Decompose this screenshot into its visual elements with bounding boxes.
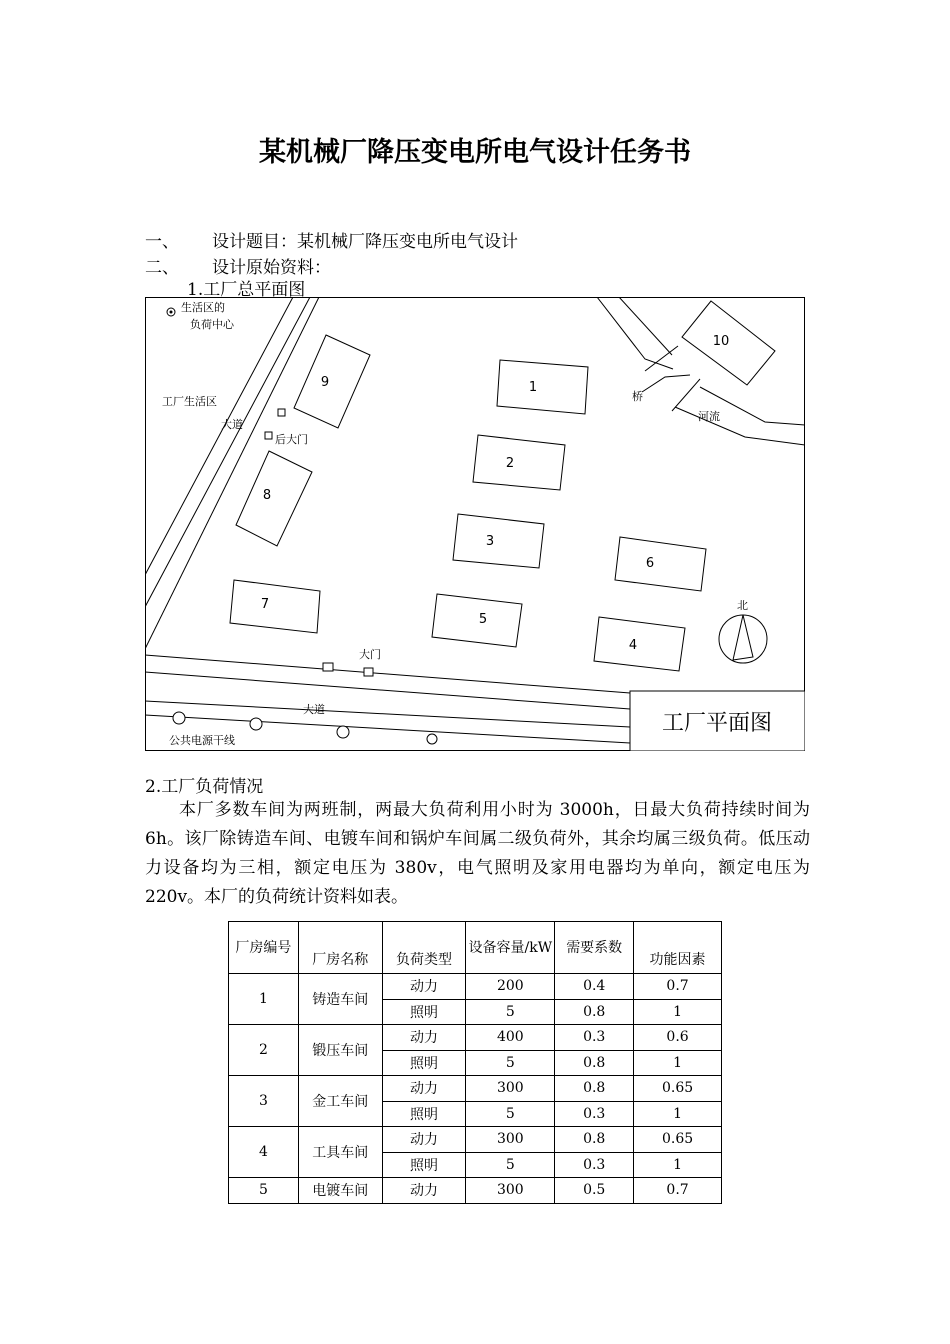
- cell-building-no: 4: [229, 1127, 299, 1178]
- cell-load-type: 照明: [382, 1101, 466, 1127]
- cell-demand-factor: 0.3: [555, 1025, 634, 1051]
- cell-demand-factor: 0.5: [555, 1178, 634, 1204]
- bridge-label: 桥: [632, 390, 643, 403]
- section-2-number: 二、: [145, 258, 179, 278]
- cell-power-factor: 0.65: [634, 1076, 722, 1102]
- building-10-label: 10: [712, 334, 730, 349]
- road-left-label: 大道: [221, 418, 243, 431]
- load-heading: 2.工厂负荷情况: [145, 777, 264, 797]
- cell-power-factor: 1: [634, 1050, 722, 1076]
- cell-capacity: 300: [466, 1178, 555, 1204]
- cell-power-factor: 0.65: [634, 1127, 722, 1153]
- header-power-factor: 功能因素: [634, 922, 722, 974]
- back-gate-label: 后大门: [275, 433, 308, 446]
- cell-demand-factor: 0.8: [555, 1076, 634, 1102]
- factory-plan-figure: [145, 297, 805, 751]
- cell-demand-factor: 0.8: [555, 999, 634, 1025]
- cell-load-type: 动力: [382, 1025, 466, 1051]
- cell-load-type: 动力: [382, 1127, 466, 1153]
- header-building-no: 厂房编号: [229, 922, 299, 974]
- cell-capacity: 5: [466, 1050, 555, 1076]
- cell-demand-factor: 0.8: [555, 1127, 634, 1153]
- road-bottom-label: 大道: [303, 703, 325, 716]
- cell-load-type: 动力: [382, 1076, 466, 1102]
- section-1-number: 一、: [145, 232, 179, 252]
- table-header-row: [229, 922, 722, 974]
- cell-power-factor: 0.7: [634, 1178, 722, 1204]
- section-2-text: 设计原始资料：: [212, 258, 331, 278]
- cell-demand-factor: 0.8: [555, 1050, 634, 1076]
- cell-building-no: 5: [229, 1178, 299, 1204]
- living-area-label: 工厂生活区: [162, 395, 217, 408]
- cell-building-name: 电镀车间: [298, 1178, 382, 1204]
- plan-legend-label: 工厂平面图: [661, 711, 773, 736]
- river-label: 河流: [698, 410, 720, 423]
- cell-power-factor: 1: [634, 1101, 722, 1127]
- header-demand-factor: 需要系数: [555, 922, 634, 974]
- cell-load-type: 照明: [382, 999, 466, 1025]
- cell-load-type: 照明: [382, 1152, 466, 1178]
- building-6-label: 6: [645, 556, 655, 571]
- cell-power-factor: 0.6: [634, 1025, 722, 1051]
- cell-capacity: 200: [466, 974, 555, 1000]
- table-row: [229, 1025, 722, 1051]
- cell-capacity: 400: [466, 1025, 555, 1051]
- power-line-label: 公共电源干线: [169, 734, 235, 747]
- cell-load-type: 动力: [382, 1178, 466, 1204]
- building-2-label: 2: [505, 456, 515, 471]
- table-row: [229, 974, 722, 1000]
- load-center-label-2: 负荷中心: [190, 318, 234, 331]
- cell-capacity: 5: [466, 1101, 555, 1127]
- cell-power-factor: 0.7: [634, 974, 722, 1000]
- document-title: 某机械厂降压变电所电气设计任务书: [259, 137, 691, 168]
- subsection-plan-heading: 1.工厂总平面图: [187, 280, 306, 300]
- building-5-label: 5: [478, 612, 488, 627]
- cell-load-type: 动力: [382, 974, 466, 1000]
- building-3-label: 3: [485, 534, 495, 549]
- cell-capacity: 300: [466, 1076, 555, 1102]
- cell-building-name: 锻压车间: [298, 1025, 382, 1076]
- cell-demand-factor: 0.4: [555, 974, 634, 1000]
- load-statistics-table: [228, 921, 722, 1204]
- cell-power-factor: 1: [634, 999, 722, 1025]
- header-capacity: 设备容量/kW: [466, 922, 555, 974]
- cell-demand-factor: 0.3: [555, 1152, 634, 1178]
- cell-capacity: 5: [466, 1152, 555, 1178]
- cell-building-name: 工具车间: [298, 1127, 382, 1178]
- north-label: 北: [737, 599, 748, 612]
- cell-building-no: 2: [229, 1025, 299, 1076]
- building-9-label: 9: [320, 375, 330, 390]
- cell-building-name: 金工车间: [298, 1076, 382, 1127]
- table-row: [229, 1178, 722, 1204]
- gate-label: 大门: [359, 648, 381, 661]
- cell-building-name: 铸造车间: [298, 974, 382, 1025]
- building-4-label: 4: [628, 638, 638, 653]
- load-center-label: 生活区的: [181, 301, 225, 314]
- building-8-label: 8: [262, 488, 272, 503]
- header-building-name: 厂房名称: [298, 922, 382, 974]
- table-row: [229, 1127, 722, 1153]
- section-1-text: 设计题目：某机械厂降压变电所电气设计: [212, 232, 518, 252]
- cell-capacity: 5: [466, 999, 555, 1025]
- cell-capacity: 300: [466, 1127, 555, 1153]
- cell-demand-factor: 0.3: [555, 1101, 634, 1127]
- table-row: [229, 1076, 722, 1102]
- cell-load-type: 照明: [382, 1050, 466, 1076]
- load-paragraph: 本厂多数车间为两班制，两最大负荷利用小时为 3000h，日最大负荷持续时间为 6h。该厂除铸造车间、电镀车间和锅炉车间属二级负荷外，其余均属三级负荷。低压动力设备均为三相，额定电压为 380v，电气照明及家用电器均为单向，额定电压为 220v。本厂的负荷统计资料如表。: [145, 800, 810, 907]
- building-1-label: 1: [528, 380, 538, 395]
- cell-power-factor: 1: [634, 1152, 722, 1178]
- header-load-type: 负荷类型: [382, 922, 466, 974]
- cell-building-no: 3: [229, 1076, 299, 1127]
- cell-building-no: 1: [229, 974, 299, 1025]
- building-7-label: 7: [260, 597, 270, 612]
